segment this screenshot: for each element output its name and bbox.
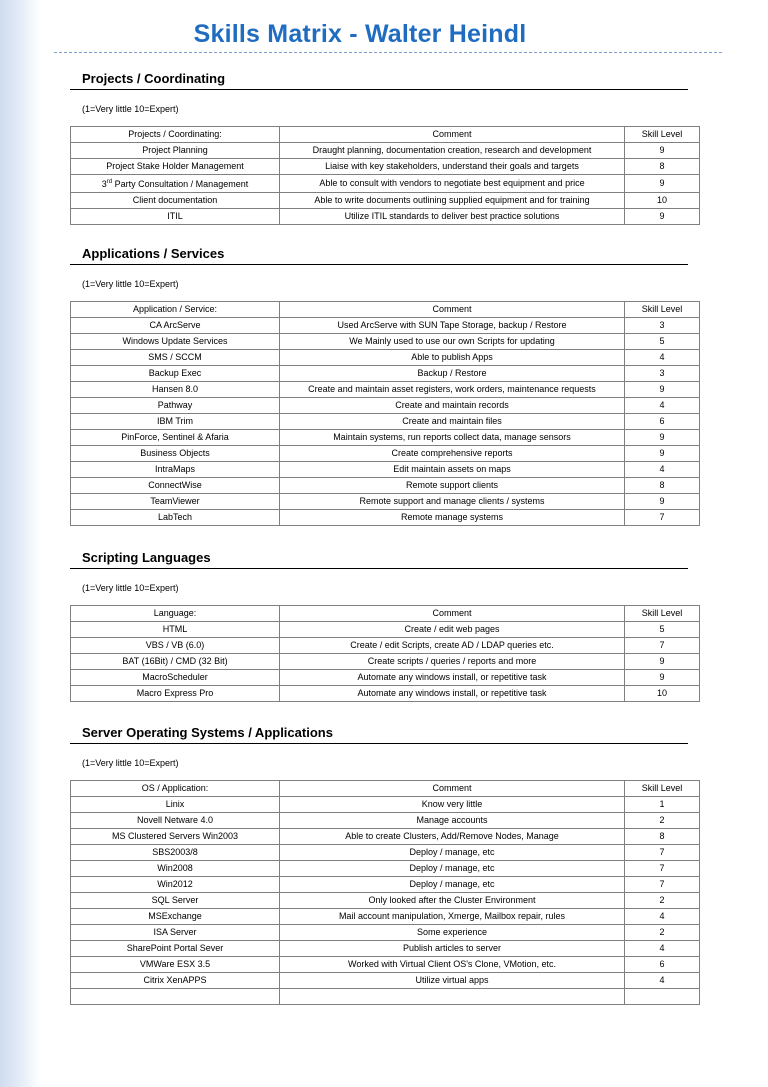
comment-cell: Deploy / manage, etc [280,877,625,893]
table-row [71,654,700,670]
skill-name-cell: Novell Netware 4.0 [71,813,280,829]
skill-name-cell: MS Clustered Servers Win2003 [71,829,280,845]
skill-level-cell: 4 [625,909,700,925]
table-row [71,193,700,209]
table-row [71,957,700,973]
skill-name-cell: HTML [71,622,280,638]
table-row [71,686,700,702]
comment-cell: Worked with Virtual Client OS's Clone, VMotion, etc. [280,957,625,973]
skill-level-cell: 8 [625,829,700,845]
comment-cell: Create scripts / queries / reports and more [280,654,625,670]
comment-cell: Deploy / manage, etc [280,861,625,877]
comment-cell: Able to publish Apps [280,350,625,366]
table-row [71,430,700,446]
comment-cell: Utilize ITIL standards to deliver best practice solutions [280,209,625,225]
skill-name-cell: PinForce, Sentinel & Afaria [71,430,280,446]
table-row [71,366,700,382]
skill-name-cell: ISA Server [71,925,280,941]
table-row [71,318,700,334]
section-heading: Applications / Services [70,246,688,265]
comment-cell: Create / edit web pages [280,622,625,638]
table-row [71,670,700,686]
table-row [71,478,700,494]
skill-name-cell: Hansen 8.0 [71,382,280,398]
skill-scale-note: (1=Very little 10=Expert) [82,758,179,768]
section-projects [70,71,699,225]
skill-name-cell: Business Objects [71,446,280,462]
table-row [71,861,700,877]
skill-level-cell [625,989,700,1005]
skill-level-cell: 6 [625,414,700,430]
skill-name-cell: Win2008 [71,861,280,877]
table-row [71,973,700,989]
column-header-comment: Comment [280,302,625,318]
skills-table [70,605,700,702]
column-header-level: Skill Level [625,127,700,143]
skill-level-cell: 9 [625,494,700,510]
comment-cell: Mail account manipulation, Xmerge, Mailbox repair, rules [280,909,625,925]
skill-level-cell: 4 [625,398,700,414]
column-header-comment: Comment [280,127,625,143]
skill-level-cell: 10 [625,193,700,209]
document-title: Skills Matrix - Walter Heindl [193,20,527,48]
comment-cell: Deploy / manage, etc [280,845,625,861]
title-divider [54,52,722,53]
column-header-comment: Comment [280,781,625,797]
skill-name-cell [71,989,280,1005]
comment-cell: Create comprehensive reports [280,446,625,462]
table-row [71,829,700,845]
skill-name-cell: VMWare ESX 3.5 [71,957,280,973]
skills-table [70,301,700,526]
skill-level-cell: 6 [625,957,700,973]
skill-name-cell: CA ArcServe [71,318,280,334]
comment-cell: Draught planning, documentation creation, research and development [280,143,625,159]
comment-cell: Able to consult with vendors to negotiate best equipment and price [280,175,625,193]
skill-name-cell: SQL Server [71,893,280,909]
skill-level-cell: 5 [625,334,700,350]
comment-cell: Only looked after the Cluster Environment [280,893,625,909]
skill-level-cell: 1 [625,797,700,813]
skill-level-cell: 9 [625,654,700,670]
comment-cell: Able to create Clusters, Add/Remove Nodes, Manage [280,829,625,845]
skill-scale-note: (1=Very little 10=Expert) [82,583,179,593]
skill-name-cell: LabTech [71,510,280,526]
skill-level-cell: 7 [625,638,700,654]
comment-cell: Automate any windows install, or repetitive task [280,686,625,702]
column-header-level: Skill Level [625,606,700,622]
skill-name-cell: IntraMaps [71,462,280,478]
table-row [71,398,700,414]
table-row [71,159,700,175]
skill-name-cell: TeamViewer [71,494,280,510]
comment-cell: Utilize virtual apps [280,973,625,989]
comment-cell: Maintain systems, run reports collect data, manage sensors [280,430,625,446]
page-side-gradient [0,0,40,1087]
skill-name-cell: Citrix XenAPPS [71,973,280,989]
skill-level-cell: 7 [625,877,700,893]
skill-level-cell: 2 [625,893,700,909]
skill-scale-note: (1=Very little 10=Expert) [82,104,179,114]
section-server-os [70,725,699,1005]
column-header-level: Skill Level [625,302,700,318]
skill-level-cell: 7 [625,510,700,526]
skills-table [70,780,700,1005]
table-row [71,845,700,861]
skill-level-cell: 9 [625,382,700,398]
table-header-row [71,781,700,797]
skill-level-cell: 3 [625,318,700,334]
table-row [71,941,700,957]
skill-name-cell: IBM Trim [71,414,280,430]
skill-level-cell: 9 [625,175,700,193]
table-row [71,813,700,829]
skill-level-cell: 7 [625,845,700,861]
skill-name-cell: Client documentation [71,193,280,209]
table-row [71,494,700,510]
skill-level-cell: 9 [625,209,700,225]
comment-cell: Able to write documents outlining supplied equipment and for training [280,193,625,209]
comment-cell: Create / edit Scripts, create AD / LDAP queries etc. [280,638,625,654]
skill-level-cell: 4 [625,941,700,957]
comment-cell: Automate any windows install, or repetitive task [280,670,625,686]
table-row [71,622,700,638]
skill-name-cell: 3rd Party Consultation / Management [71,175,280,193]
skill-level-cell: 9 [625,670,700,686]
comment-cell: Used ArcServe with SUN Tape Storage, backup / Restore [280,318,625,334]
comment-cell [280,989,625,1005]
skill-name-cell: MacroScheduler [71,670,280,686]
skill-level-cell: 3 [625,366,700,382]
skill-level-cell: 8 [625,478,700,494]
column-header-comment: Comment [280,606,625,622]
comment-cell: Create and maintain files [280,414,625,430]
table-row [71,414,700,430]
comment-cell: Remote support clients [280,478,625,494]
skill-name-cell: VBS / VB (6.0) [71,638,280,654]
comment-cell: Know very little [280,797,625,813]
section-heading: Projects / Coordinating [70,71,688,90]
table-row [71,350,700,366]
skill-name-cell: ConnectWise [71,478,280,494]
comment-cell: We Mainly used to use our own Scripts for updating [280,334,625,350]
table-header-row [71,127,700,143]
section-scripting [70,550,699,702]
skill-level-cell: 2 [625,925,700,941]
skill-name-cell: ITIL [71,209,280,225]
table-row [71,638,700,654]
table-row [71,143,700,159]
skill-level-cell: 9 [625,143,700,159]
table-row [71,382,700,398]
section-applications [70,246,699,526]
column-header-skill: Application / Service: [71,302,280,318]
skill-level-cell: 8 [625,159,700,175]
skill-level-cell: 9 [625,430,700,446]
section-heading: Server Operating Systems / Applications [70,725,688,744]
comment-cell: Some experience [280,925,625,941]
skill-name-cell: Project Stake Holder Management [71,159,280,175]
skill-level-cell: 5 [625,622,700,638]
comment-cell: Remote manage systems [280,510,625,526]
skill-level-cell: 10 [625,686,700,702]
comment-cell: Liaise with key stakeholders, understand their goals and targets [280,159,625,175]
table-row [71,510,700,526]
skill-name-cell: Linix [71,797,280,813]
comment-cell: Manage accounts [280,813,625,829]
table-row [71,334,700,350]
skill-level-cell: 4 [625,350,700,366]
skill-scale-note: (1=Very little 10=Expert) [82,279,179,289]
table-header-row [71,606,700,622]
skill-name-cell: Win2012 [71,877,280,893]
table-row [71,877,700,893]
comment-cell: Remote support and manage clients / systems [280,494,625,510]
skill-name-cell: BAT (16Bit) / CMD (32 Bit) [71,654,280,670]
comment-cell: Create and maintain asset registers, work orders, maintenance requests [280,382,625,398]
comment-cell: Create and maintain records [280,398,625,414]
skill-name-cell: SharePoint Portal Sever [71,941,280,957]
table-row [71,175,700,193]
skill-name-cell: SMS / SCCM [71,350,280,366]
skill-name-cell: Project Planning [71,143,280,159]
skill-name-cell: Pathway [71,398,280,414]
skill-level-cell: 2 [625,813,700,829]
comment-cell: Publish articles to server [280,941,625,957]
comment-cell: Edit maintain assets on maps [280,462,625,478]
skill-level-cell: 4 [625,462,700,478]
table-row [71,989,700,1005]
table-row [71,209,700,225]
column-header-skill: Projects / Coordinating: [71,127,280,143]
table-row [71,446,700,462]
table-row [71,893,700,909]
skill-level-cell: 9 [625,446,700,462]
column-header-level: Skill Level [625,781,700,797]
section-heading: Scripting Languages [70,550,688,569]
table-row [71,462,700,478]
table-row [71,909,700,925]
skill-level-cell: 4 [625,973,700,989]
skill-name-cell: Macro Express Pro [71,686,280,702]
skill-level-cell: 7 [625,861,700,877]
table-row [71,925,700,941]
table-header-row [71,302,700,318]
skills-table [70,126,700,225]
table-row [71,797,700,813]
column-header-skill: Language: [71,606,280,622]
skill-name-cell: Backup Exec [71,366,280,382]
column-header-skill: OS / Application: [71,781,280,797]
skill-name-cell: MSExchange [71,909,280,925]
skill-name-cell: SBS2003/8 [71,845,280,861]
comment-cell: Backup / Restore [280,366,625,382]
skill-name-cell: Windows Update Services [71,334,280,350]
